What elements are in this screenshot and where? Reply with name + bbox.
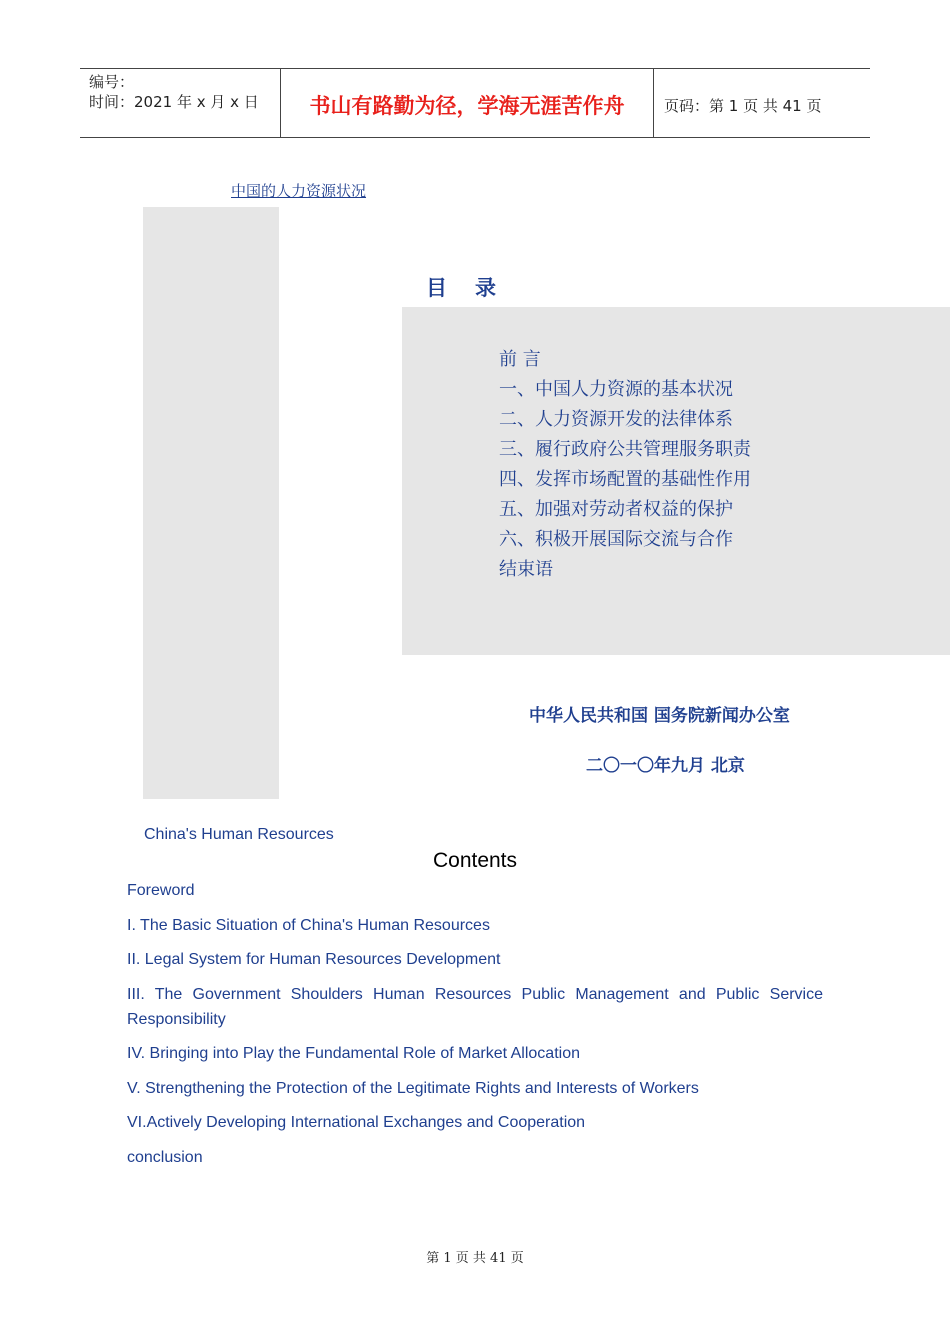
english-item-4: IV. Bringing into Play the Fundamental Role of Market Allocation	[127, 1045, 580, 1062]
toc-box	[402, 307, 950, 655]
english-item-conclusion: conclusion	[127, 1148, 203, 1166]
english-item-1: I. The Basic Situation of China's Human Resources	[127, 916, 490, 934]
header-page-info: 页码：第 1 页 共 41 页	[664, 96, 822, 115]
toc-item-5: 五、加强对劳动者权益的保护	[499, 499, 733, 520]
english-title: China's Human Resources	[144, 826, 334, 843]
header-motto: 书山有路勤为径，学海无涯苦作舟	[281, 69, 654, 137]
toc-title: 目录	[426, 276, 524, 300]
publication-date: 二〇一〇年九月 北京	[586, 756, 745, 776]
english-item-foreword: Foreword	[127, 882, 195, 899]
gray-side-panel	[143, 207, 279, 799]
toc-item-4: 四、发挥市场配置的基础性作用	[499, 469, 751, 490]
publisher: 中华人民共和国 国务院新闻办公室	[529, 706, 790, 726]
number-label: 编号：	[89, 73, 135, 91]
contents-heading: Contents	[432, 849, 518, 872]
toc-item-6: 六、积极开展国际交流与合作	[499, 529, 733, 550]
time-label: 时间：2021 年 x 月 x 日	[89, 93, 259, 111]
document-title-link[interactable]: 中国的人力资源状况	[231, 182, 367, 200]
toc-item-2: 二、人力资源开发的法律体系	[499, 409, 733, 430]
page-header	[80, 68, 870, 138]
toc-item-conclusion: 结束语	[499, 559, 553, 580]
toc-item-foreword: 前 言	[499, 349, 541, 370]
toc-item-1: 一、中国人力资源的基本状况	[499, 379, 733, 400]
english-item-2: II. Legal System for Human Resources Development	[127, 951, 501, 968]
toc-list	[499, 345, 751, 585]
page-footer: 第 1 页 共 41 页	[426, 1251, 524, 1266]
english-item-3: III. The Government Shoulders Human Resources Public Management and Public Service Responsibility	[127, 985, 823, 1028]
toc-item-3: 三、履行政府公共管理服务职责	[499, 439, 751, 460]
english-item-6: VI.Actively Developing International Exchanges and Cooperation	[127, 1114, 586, 1131]
english-item-5: V. Strengthening the Protection of the Legitimate Rights and Interests of Workers	[127, 1079, 699, 1097]
header-left-cell	[80, 69, 281, 137]
english-contents-list	[127, 878, 823, 1179]
